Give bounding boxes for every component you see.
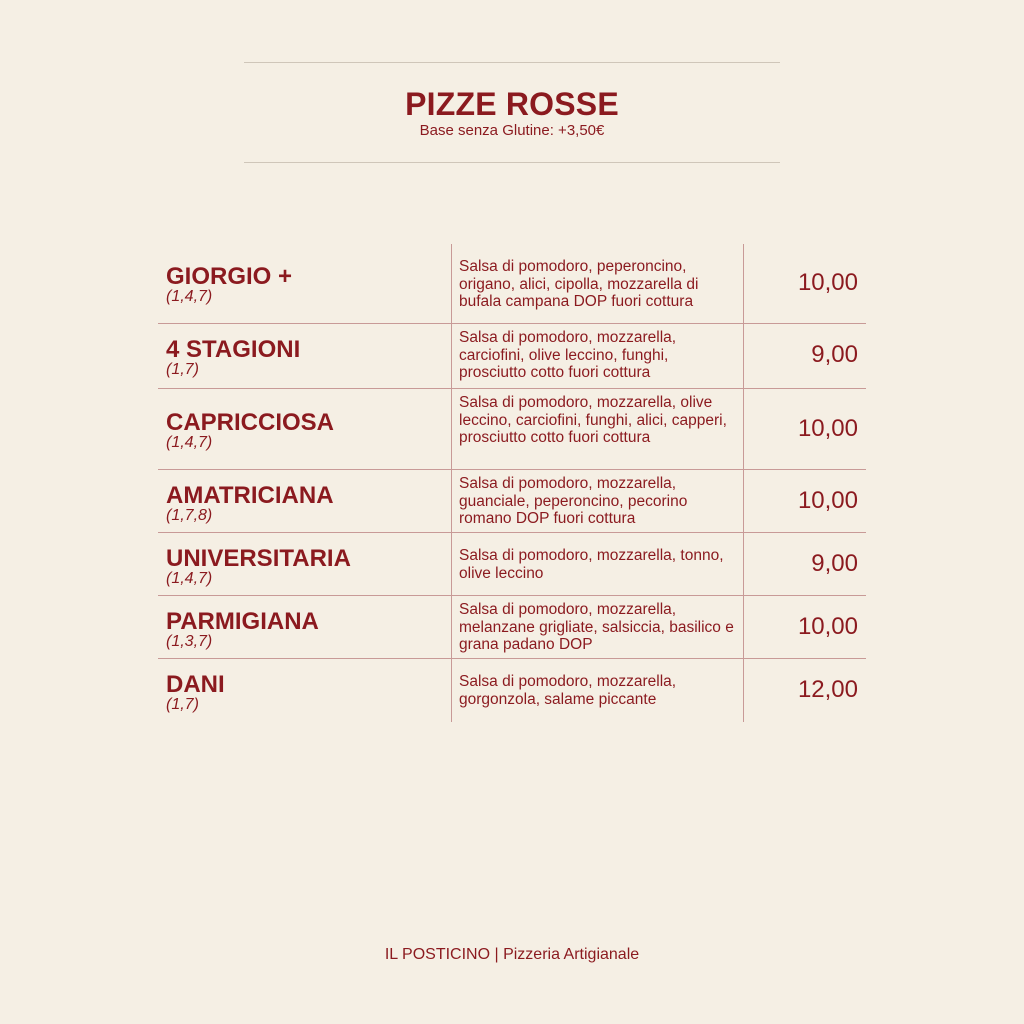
pizza-name: CAPRICCIOSA: [166, 409, 335, 436]
pizza-description: Salsa di pomodoro, peperoncino, origano, alici, cipolla, mozzarella di bufala campana DOP fuori cottura: [451, 244, 744, 323]
pizza-allergens: (1,4,7): [166, 434, 213, 451]
pizza-name: PARMIGIANA: [166, 608, 319, 635]
pizza-description: Salsa di pomodoro, mozzarella, gorgonzola, salame piccante: [451, 659, 744, 722]
pizza-name: DANI: [166, 671, 225, 698]
menu-row-amatriciana: [158, 470, 866, 533]
pizza-name-cell: [158, 533, 451, 595]
menu-row-dani: [158, 659, 866, 722]
pizza-allergens: (1,4,7): [166, 288, 213, 305]
pizza-price: 10,00: [797, 613, 858, 640]
pizza-allergens: (1,3,7): [166, 633, 213, 650]
pizza-name-cell: [158, 389, 451, 469]
pizza-price: 10,00: [797, 415, 858, 442]
pizza-name-cell: [158, 244, 451, 323]
pizza-name-cell: [158, 596, 451, 658]
pizza-description: Salsa di pomodoro, mozzarella, carciofini, olive leccino, funghi, prosciutto cotto fuori cottura: [451, 324, 744, 388]
pizza-name-cell: [158, 470, 451, 532]
pizza-price: 9,00: [811, 550, 858, 577]
pizza-name-cell: [158, 324, 451, 388]
pizza-description: Salsa di pomodoro, mozzarella, tonno, olive leccino: [451, 533, 744, 595]
pizza-allergens: (1,7): [166, 361, 199, 378]
bottom-divider: [244, 162, 780, 163]
pizza-name: UNIVERSITARIA: [166, 545, 351, 572]
menu-header: [0, 86, 1024, 140]
pizza-description: Salsa di pomodoro, mozzarella, melanzane grigliate, salsiccia, basilico e grana padano DOP: [451, 596, 744, 658]
pizza-allergens: (1,7): [166, 696, 199, 713]
menu-row-4-stagioni: [158, 324, 866, 389]
top-divider: [244, 62, 780, 63]
pizza-name-cell: [158, 659, 451, 722]
pizza-description: Salsa di pomodoro, mozzarella, olive leccino, carciofini, funghi, alici, capperi, prosciutto cotto fuori cottura: [451, 389, 744, 469]
pizza-price: 10,00: [797, 269, 858, 296]
menu-row-universitaria: [158, 533, 866, 596]
pizza-name: AMATRICIANA: [166, 482, 334, 509]
gluten-free-note: Base senza Glutine: +3,50€: [419, 122, 605, 139]
pizza-name: 4 STAGIONI: [166, 336, 301, 363]
menu-row-giorgio: [158, 244, 866, 324]
pizza-name: GIORGIO +: [166, 263, 293, 290]
menu-row-capricciosa: [158, 389, 866, 470]
pizza-price: 10,00: [797, 487, 858, 514]
pizza-allergens: (1,7,8): [166, 507, 213, 524]
menu-row-parmigiana: [158, 596, 866, 659]
pizza-allergens: (1,4,7): [166, 570, 213, 587]
footer-brand: IL POSTICINO | Pizzeria Artigianale: [384, 946, 640, 963]
pizza-price: 9,00: [811, 341, 858, 368]
pizza-description: Salsa di pomodoro, mozzarella, guanciale, peperoncino, pecorino romano DOP fuori cottura: [451, 470, 744, 532]
menu-table: [158, 244, 866, 722]
page-title: PIZZE ROSSE: [405, 86, 619, 122]
pizza-price: 12,00: [797, 676, 858, 703]
